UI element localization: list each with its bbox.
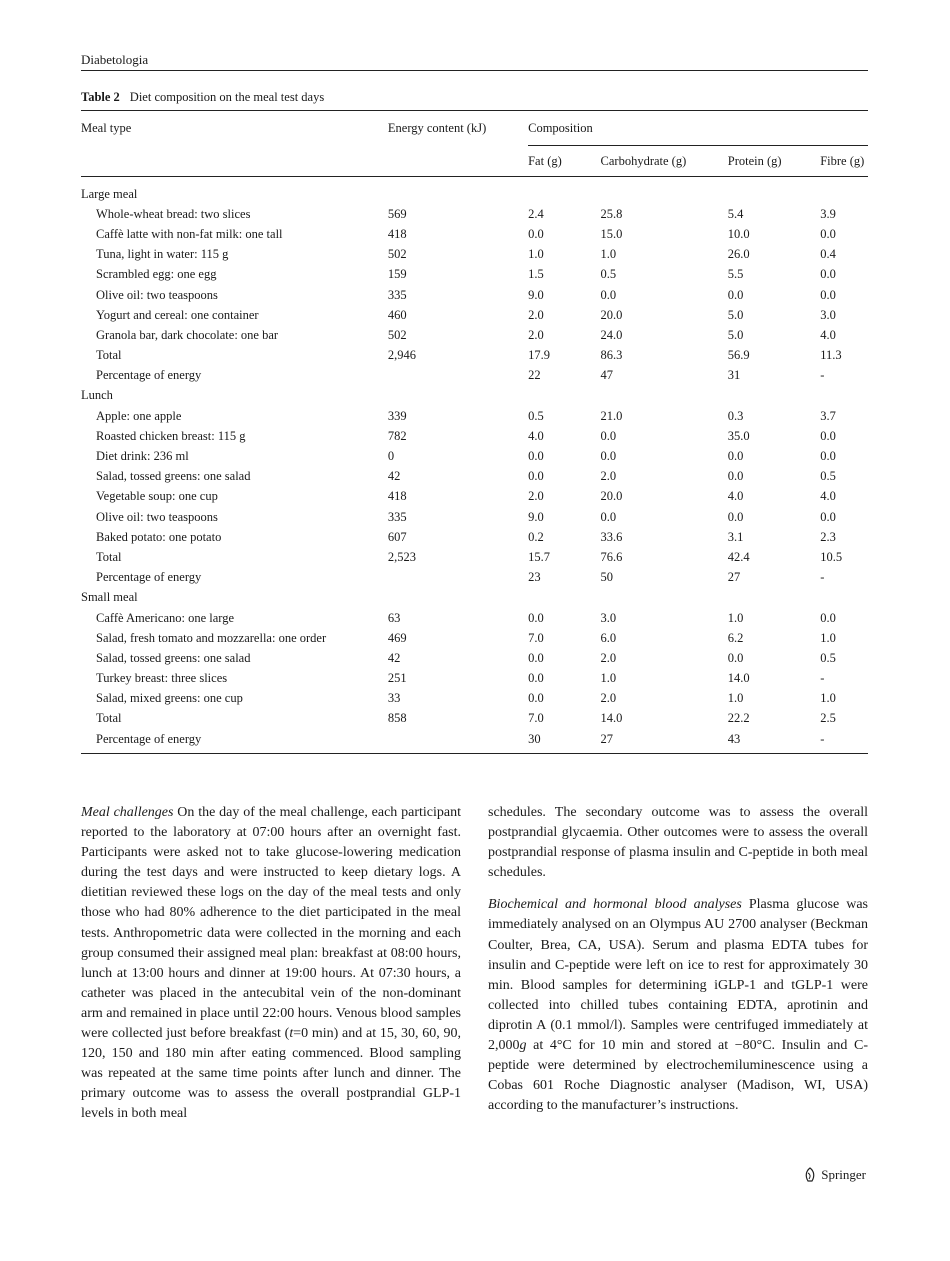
group-label: Small meal [81, 590, 138, 605]
cell-carb: 6.0 [600, 630, 617, 645]
cell-fibre: 0.0 [820, 226, 836, 241]
cell-meal-item: Salad, fresh tomato and mozzarella: one order [96, 630, 327, 645]
cell-energy: 159 [387, 267, 407, 282]
cell-fat: 1.5 [528, 267, 544, 282]
cell-carb: 0.0 [600, 509, 617, 524]
cell-meal-item: Percentage of energy [96, 368, 202, 383]
col-carb: Carbohydrate (g) [601, 146, 728, 177]
table-row [81, 325, 868, 345]
cell-carb: 2.0 [600, 650, 617, 665]
cell-fibre: 2.3 [820, 529, 836, 544]
cell-protein: 42.4 [727, 549, 750, 564]
cell-protein: 43 [728, 729, 820, 754]
cell-energy: 607 [387, 529, 407, 544]
cell-meal-item: Total [96, 549, 122, 564]
cell-protein: 10.0 [727, 226, 750, 241]
table-row [81, 285, 868, 305]
table-row [81, 568, 868, 588]
cell-fat: 2.4 [528, 206, 544, 221]
col-fibre: Fibre (g) [820, 146, 868, 177]
cell-carb: 50 [600, 570, 614, 585]
table-row [81, 487, 868, 507]
cell-protein: 4.0 [727, 489, 744, 504]
cell-energy: 782 [387, 428, 407, 443]
cell-meal-item: Olive oil: two teaspoons [96, 509, 218, 524]
cell-fibre: 0.0 [820, 449, 836, 464]
cell-fibre: 0.5 [820, 650, 836, 665]
publisher-footer [803, 1167, 866, 1183]
cell-protein: 5.0 [727, 307, 744, 322]
cell-energy [388, 568, 528, 588]
cell-fat: 0.5 [528, 408, 544, 423]
cell-protein: 0.0 [727, 650, 744, 665]
cell-protein: 31 [727, 368, 741, 383]
cell-protein: 0.0 [727, 509, 744, 524]
cell-carb: 25.8 [600, 206, 623, 221]
cell-fat: 17.9 [528, 348, 550, 363]
cell-carb: 1.0 [600, 247, 617, 262]
cell-protein: 0.0 [727, 287, 744, 302]
cell-meal-item: Caffè Americano: one large [96, 610, 235, 625]
text-column-left [81, 803, 461, 1125]
paragraph-meal-challenges: Meal challenges On the day of the meal challenge, each participant reported to the laboratory at 07:00 hours after an overnight fast. Participants were asked not to take glucose-lowering medication during the test days and were instructed to keep dietary logs. A dietitian reviewed these logs on the day of the meal tests and only those who had 80% adherence to the diet participated in the meal tests. Anthropometric data were collected in the morning and each group consumed their assigned meal plan: breakfast at 08:00 hours, lunch at 13:00 hours and dinner at 19:00 hours. At 07:30 hours, a catheter was placed in the antecubital vein of the non-dominant arm and remained in place until 22:00 hours. Venous blood samples were collected just before breakfast (t=0 min) and at 15, 30, 60, 90, 120, 150 and 180 min after eating commenced. Blood sampling was repeated at the same time points after lunch and dinner. The primary outcome was to assess the overall postprandial GLP-1 levels in both meal [81, 805, 462, 1122]
cell-protein: 6.2 [727, 630, 744, 645]
table-row [81, 305, 868, 325]
table-row [81, 426, 868, 446]
cell-protein: 5.5 [727, 267, 744, 282]
cell-protein: 0.0 [727, 449, 744, 464]
table-row [81, 245, 868, 265]
cell-energy: 858 [387, 711, 407, 726]
cell-fat: 30 [528, 729, 600, 754]
cell-meal-item: Total [96, 711, 122, 726]
table-row [81, 265, 868, 285]
cell-energy: 469 [387, 630, 407, 645]
cell-carb: 27 [601, 729, 728, 754]
table-row [81, 204, 868, 224]
cell-fat: 7.0 [528, 711, 544, 726]
cell-carb: 86.3 [600, 348, 623, 363]
cell-energy: 339 [387, 408, 407, 423]
cell-meal-item: Salad, mixed greens: one cup [96, 691, 243, 706]
cell-carb: 76.6 [600, 549, 623, 564]
cell-protein: 56.9 [727, 348, 750, 363]
cell-fat: 0.0 [528, 610, 544, 625]
table-row [81, 507, 868, 527]
paragraph-continued: schedules. The secondary outcome was to assess the overall postprandial glycaemia. Other outcomes were to assess the overall postprandial response of plasma insulin and C-peptide in both meal schedules. [488, 805, 868, 881]
cell-carb: 20.0 [600, 489, 623, 504]
cell-carb: 2.0 [600, 691, 617, 706]
table-row [81, 689, 868, 709]
cell-meal-item: Percentage of energy [96, 570, 202, 585]
cell-fat: 2.0 [528, 307, 544, 322]
cell-carb: 33.6 [600, 529, 623, 544]
cell-energy: 502 [387, 247, 407, 262]
cell-carb: 47 [600, 368, 614, 383]
header-rule [81, 70, 868, 71]
cell-fibre: 2.5 [820, 711, 836, 726]
springer-logo-icon [803, 1167, 817, 1183]
table-row [81, 709, 868, 729]
cell-fibre: 0.0 [820, 428, 836, 443]
cell-meal-item: Olive oil: two teaspoons [96, 287, 218, 302]
cell-energy: 569 [387, 206, 407, 221]
cell-fibre: - [820, 729, 868, 754]
cell-energy: 418 [387, 226, 407, 241]
cell-carb: 20.0 [600, 307, 623, 322]
cell-protein: 26.0 [727, 247, 750, 262]
cell-meal-item: Caffè latte with non-fat milk: one tall [96, 226, 283, 241]
cell-meal-item: Whole-wheat bread: two slices [96, 206, 251, 221]
cell-fibre: 4.0 [820, 327, 836, 342]
cell-fibre: - [820, 570, 825, 585]
cell-energy: 2,946 [387, 348, 417, 363]
col-composition: Composition [528, 111, 868, 146]
cell-fibre: 0.0 [820, 267, 836, 282]
cell-carb: 0.0 [600, 428, 617, 443]
cell-meal-item: Salad, tossed greens: one salad [96, 650, 251, 665]
cell-meal-item: Yogurt and cereal: one container [96, 307, 259, 322]
cell-protein: 14.0 [727, 671, 750, 686]
cell-meal-item: Salad, tossed greens: one salad [96, 469, 251, 484]
cell-fat: 0.0 [528, 469, 544, 484]
cell-carb: 2.0 [600, 469, 617, 484]
table-group-row [81, 386, 868, 406]
heading-meal-challenges: Meal challenges [81, 805, 174, 820]
cell-carb: 21.0 [600, 408, 623, 423]
cell-protein: 0.3 [727, 408, 744, 423]
cell-fibre: - [820, 671, 825, 686]
col-protein: Protein (g) [728, 146, 820, 177]
table-row [81, 467, 868, 487]
cell-fat: 2.0 [528, 489, 544, 504]
table-caption [81, 90, 324, 105]
cell-fat: 15.7 [528, 549, 550, 564]
cell-meal-item: Apple: one apple [96, 408, 182, 423]
cell-fat: 0.0 [528, 226, 544, 241]
cell-fat: 9.0 [528, 287, 544, 302]
diet-table [81, 110, 868, 754]
cell-energy: 502 [387, 327, 407, 342]
cell-fat: 4.0 [528, 428, 544, 443]
cell-fat: 0.0 [528, 691, 544, 706]
cell-meal-item: Tuna, light in water: 115 g [96, 247, 229, 262]
cell-fat: 9.0 [528, 509, 544, 524]
journal-name: Diabetologia [81, 52, 149, 67]
col-fat: Fat (g) [528, 146, 600, 177]
cell-protein: 22.2 [727, 711, 750, 726]
cell-carb: 1.0 [600, 671, 617, 686]
cell-energy: 0 [387, 449, 395, 464]
cell-fat: 7.0 [528, 630, 544, 645]
cell-fibre: 3.0 [820, 307, 836, 322]
table-row [81, 608, 868, 628]
cell-energy: 460 [387, 307, 407, 322]
cell-energy [388, 729, 528, 754]
cell-energy: 335 [387, 287, 407, 302]
table-row [81, 366, 868, 386]
cell-carb: 0.0 [600, 287, 617, 302]
cell-meal-item: Vegetable soup: one cup [96, 489, 218, 504]
cell-energy: 418 [387, 489, 407, 504]
table-row [81, 547, 868, 567]
cell-meal-item: Total [96, 348, 122, 363]
table-row [81, 224, 868, 244]
table-row [81, 346, 868, 366]
text-column-right [488, 803, 868, 1116]
cell-fibre: 0.5 [820, 469, 836, 484]
group-label: Lunch [81, 388, 113, 403]
cell-carb: 15.0 [600, 226, 623, 241]
cell-energy [388, 366, 528, 386]
cell-protein: 27 [727, 570, 741, 585]
cell-fibre: 11.3 [820, 348, 842, 363]
cell-protein: 3.1 [727, 529, 744, 544]
table-title: Diet composition on the meal test days [129, 90, 325, 104]
table-row [81, 669, 868, 689]
publisher-name: Springer [821, 1167, 866, 1182]
cell-fat: 23 [528, 570, 541, 585]
cell-fibre: 3.7 [820, 408, 836, 423]
table-group-row [81, 177, 868, 205]
paragraph-biochemical: Biochemical and hormonal blood analyses Plasma glucose was immediately analysed on an Olympus AU 2700 analyser (Beckman Coulter, Brea, CA, USA). Serum and plasma EDTA tubes for insulin and C-peptide were left on ice to rest for approximately 30 min. Blood samples for determining iGLP-1 and tGLP-1 were collected into chilled tubes containing EDTA, aprotinin and diprotin A (0.1 mmol/l). Samples were centrifuged immediately at 2,000g at 4°C for 10 min and stored at −80°C. Insulin and C-peptide were determined by electrochemiluminescence using a Cobas 601 Roche Diagnostic analyser (Madison, WI, USA) according to the manufacturer’s instructions. [488, 897, 868, 1114]
cell-fibre: 1.0 [820, 630, 836, 645]
cell-fibre: 4.0 [820, 489, 836, 504]
cell-energy: 335 [387, 509, 407, 524]
cell-carb: 24.0 [600, 327, 623, 342]
group-label: Large meal [81, 186, 138, 201]
cell-fibre: 1.0 [820, 691, 836, 706]
cell-fat: 22 [528, 368, 541, 383]
table-label: Table 2 [81, 90, 120, 104]
cell-protein: 1.0 [727, 691, 744, 706]
cell-fibre: 0.0 [820, 287, 836, 302]
table-row [81, 527, 868, 547]
cell-fat: 1.0 [528, 247, 544, 262]
col-meal-type: Meal type [81, 111, 388, 146]
table-body [81, 177, 868, 754]
cell-protein: 5.0 [727, 327, 744, 342]
cell-meal-item: Granola bar, dark chocolate: one bar [96, 327, 279, 342]
cell-meal-item: Diet drink: 236 ml [96, 449, 189, 464]
cell-energy: 42 [387, 469, 401, 484]
cell-protein: 0.0 [727, 469, 744, 484]
cell-carb: 0.0 [600, 449, 617, 464]
cell-carb: 0.5 [600, 267, 617, 282]
cell-fat: 0.0 [528, 449, 544, 464]
cell-carb: 14.0 [600, 711, 623, 726]
cell-meal-item: Baked potato: one potato [96, 529, 222, 544]
cell-energy: 42 [387, 650, 401, 665]
table-group-row [81, 588, 868, 608]
cell-protein: 5.4 [727, 206, 744, 221]
cell-fibre: 0.0 [820, 509, 836, 524]
cell-energy: 63 [387, 610, 401, 625]
cell-energy: 2,523 [387, 549, 417, 564]
table-row [81, 406, 868, 426]
cell-fat: 2.0 [528, 327, 544, 342]
cell-fibre: 0.4 [820, 247, 836, 262]
table-row [81, 628, 868, 648]
table-row [81, 446, 868, 466]
cell-meal-item: Roasted chicken breast: 115 g [96, 428, 246, 443]
cell-fat: 0.0 [528, 650, 544, 665]
cell-carb: 3.0 [600, 610, 617, 625]
table-row [81, 729, 868, 754]
cell-protein: 35.0 [727, 428, 750, 443]
cell-energy: 33 [387, 691, 401, 706]
table-row [81, 648, 868, 668]
cell-protein: 1.0 [727, 610, 744, 625]
cell-meal-item: Turkey breast: three slices [96, 671, 228, 686]
cell-meal-item: Percentage of energy [81, 729, 388, 754]
cell-fat: 0.2 [528, 529, 544, 544]
cell-fibre: - [820, 368, 825, 383]
col-energy: Energy content (kJ) [388, 111, 528, 146]
cell-meal-item: Scrambled egg: one egg [96, 267, 217, 282]
cell-fat: 0.0 [528, 671, 544, 686]
cell-fibre: 0.0 [820, 610, 836, 625]
cell-fibre: 10.5 [820, 549, 843, 564]
cell-energy: 251 [387, 671, 407, 686]
cell-fibre: 3.9 [820, 206, 836, 221]
heading-biochemical: Biochemical and hormonal blood analyses [488, 897, 742, 913]
